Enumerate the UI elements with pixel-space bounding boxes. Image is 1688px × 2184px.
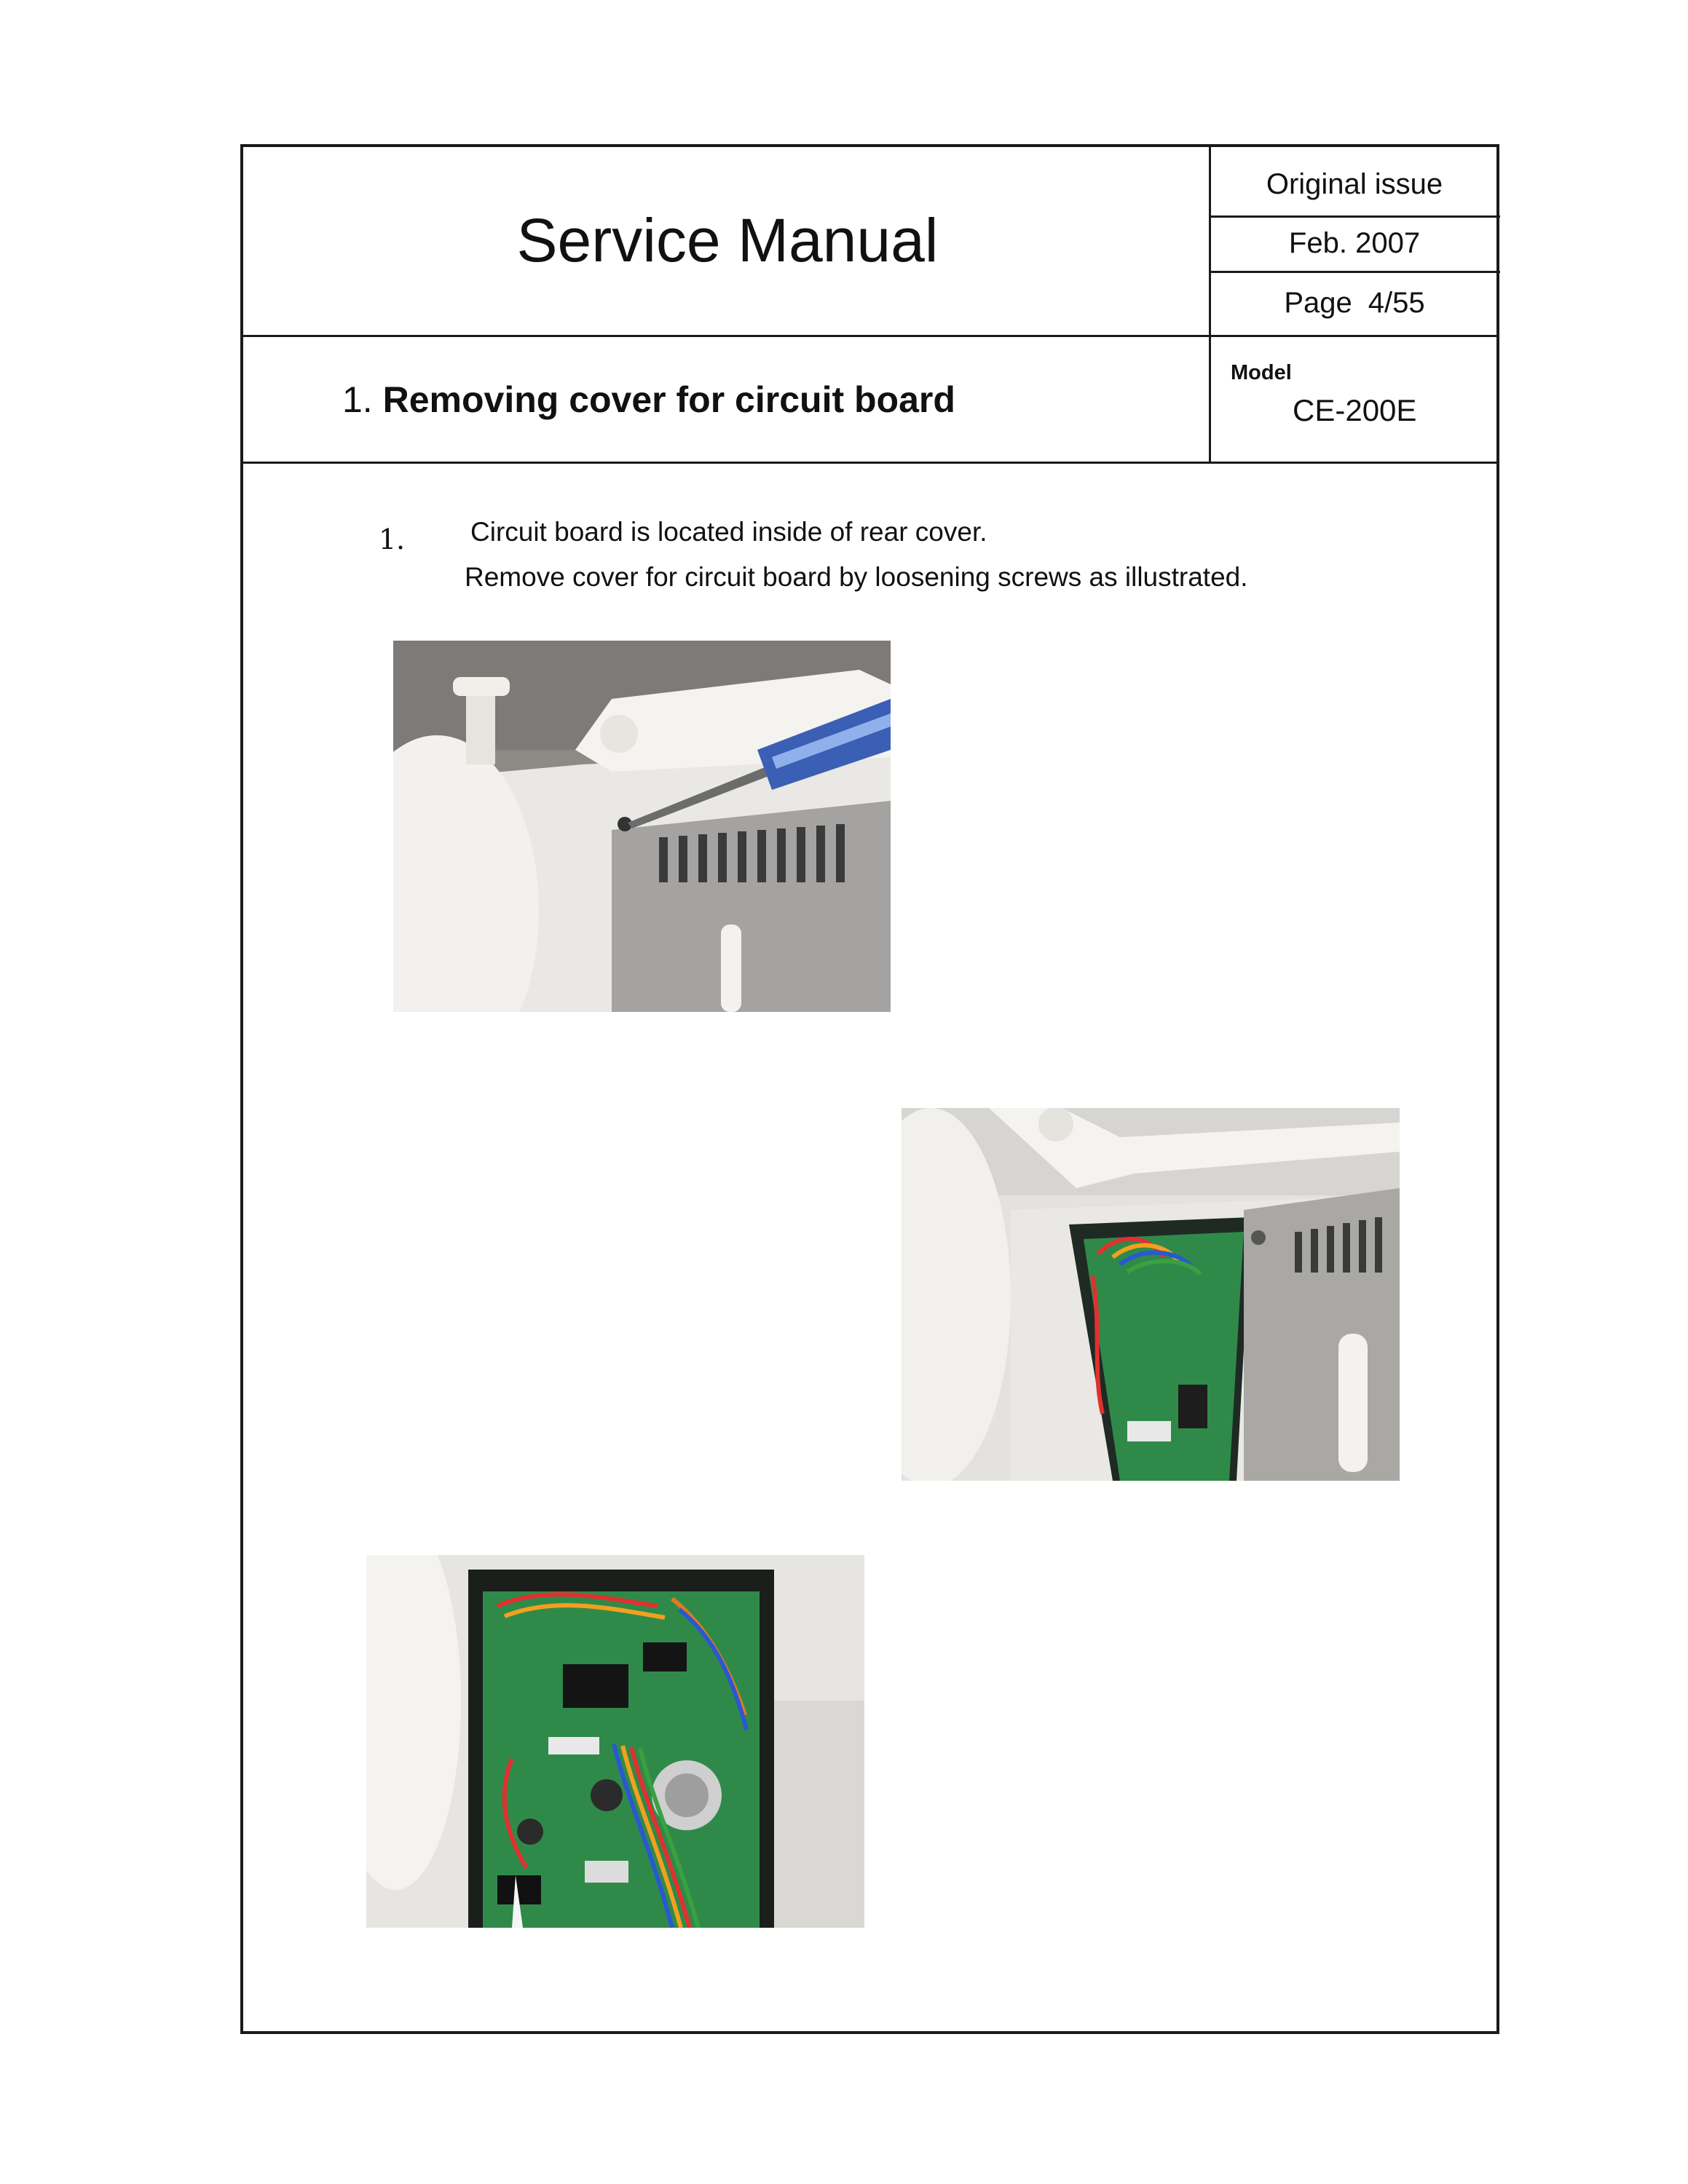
step-number: 1． — [379, 523, 425, 555]
section-number: 1. — [342, 379, 373, 420]
page-indicator — [1212, 271, 1497, 335]
step-line-1: Circuit board is located inside of rear cover. — [470, 517, 987, 547]
issue-date: Feb. 2007 — [1288, 226, 1421, 259]
page-label: Page — [1284, 286, 1352, 319]
photo-circuit-board — [366, 1555, 864, 1928]
page-number: 4/55 — [1368, 286, 1425, 319]
model-label: Model — [1231, 361, 1292, 384]
model-value: CE-200E — [1293, 393, 1417, 427]
section-bottom-line — [240, 462, 1499, 464]
step-line-2: Remove cover for circuit board by loosening screws as illustrated. — [465, 562, 1248, 592]
photo-cover-opened — [902, 1108, 1400, 1481]
original-issue-label: Original issue — [1266, 167, 1443, 200]
document-title: Service Manual — [516, 206, 939, 274]
section-title: Removing cover for circuit board — [382, 379, 955, 420]
photo-loosening-screw — [393, 641, 891, 1012]
section-heading — [342, 379, 955, 421]
